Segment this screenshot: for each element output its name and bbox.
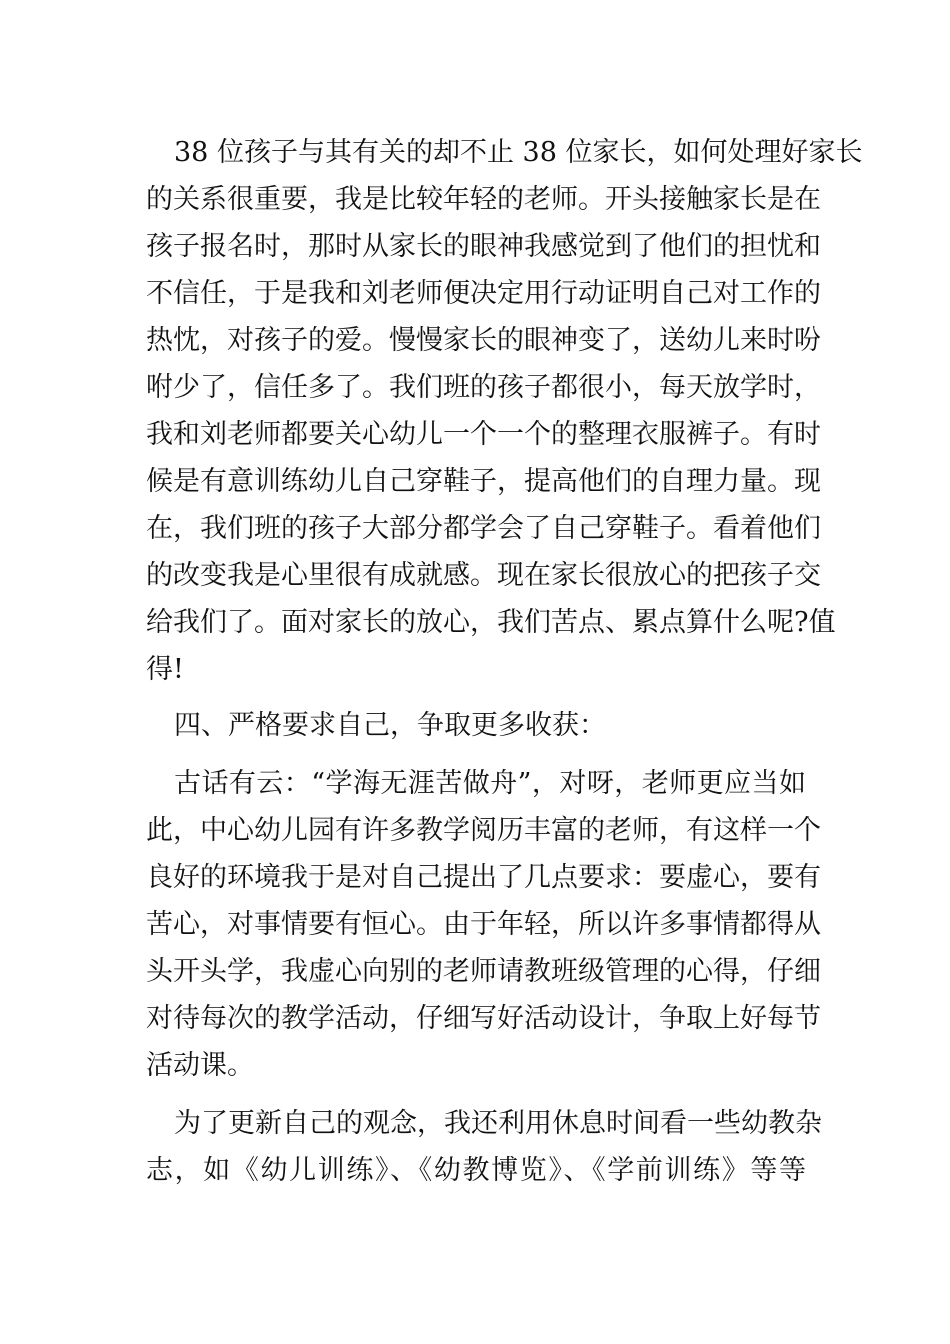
section-heading: 四、严格要求自己，争取更多收获： [174,710,606,741]
paragraph-line: 在，我们班的孩子大部分都学会了自己穿鞋子。看着他们 [146,513,821,544]
paragraph-line: 咐少了，信任多了。我们班的孩子都很小，每天放学时， [146,372,821,403]
paragraph-line: 活动课。 [146,1050,254,1081]
paragraph-line: 的关系很重要，我是比较年轻的老师。开头接触家长是在 [146,184,821,215]
paragraph-line: 此，中心幼儿园有许多教学阅历丰富的老师，有这样一个 [146,815,821,846]
paragraph-line: 热忱，对孩子的爱。慢慢家长的眼神变了，送幼儿来时吩 [146,325,821,356]
paragraph-line: 古话有云：“学海无涯苦做舟”，对呀，老师更应当如 [174,768,806,799]
paragraph-line: 38 位孩子与其有关的却不止 38 位家长，如何处理好家长 [174,137,863,168]
paragraph-line: 得! [146,654,184,685]
paragraph-line: 的改变我是心里很有成就感。现在家长很放心的把孩子交 [146,560,821,591]
paragraph-line: 志，如《幼儿训练》、《幼教博览》、《学前训练》等等 [146,1155,806,1186]
paragraph-line: 对待每次的教学活动，仔细写好活动设计，争取上好每节 [146,1003,821,1034]
paragraph-line: 头开头学，我虚心向别的老师请教班级管理的心得，仔细 [146,956,821,987]
paragraph-line: 候是有意训练幼儿自己穿鞋子，提高他们的自理力量。现 [146,466,821,497]
paragraph-line: 孩子报名时，那时从家长的眼神我感觉到了他们的担忧和 [146,231,821,262]
paragraph-line: 苦心，对事情要有恒心。由于年轻，所以许多事情都得从 [146,909,821,940]
paragraph-line: 为了更新自己的观念，我还利用休息时间看一些幼教杂 [174,1108,822,1139]
paragraph-line: 我和刘老师都要关心幼儿一个一个的整理衣服裤子。有时 [146,419,821,450]
paragraph-line: 不信任，于是我和刘老师便决定用行动证明自己对工作的 [146,278,821,309]
paragraph-line: 给我们了。面对家长的放心，我们苦点、累点算什么呢?值 [146,607,836,638]
paragraph-line: 良好的环境我于是对自己提出了几点要求：要虚心，要有 [146,862,821,893]
